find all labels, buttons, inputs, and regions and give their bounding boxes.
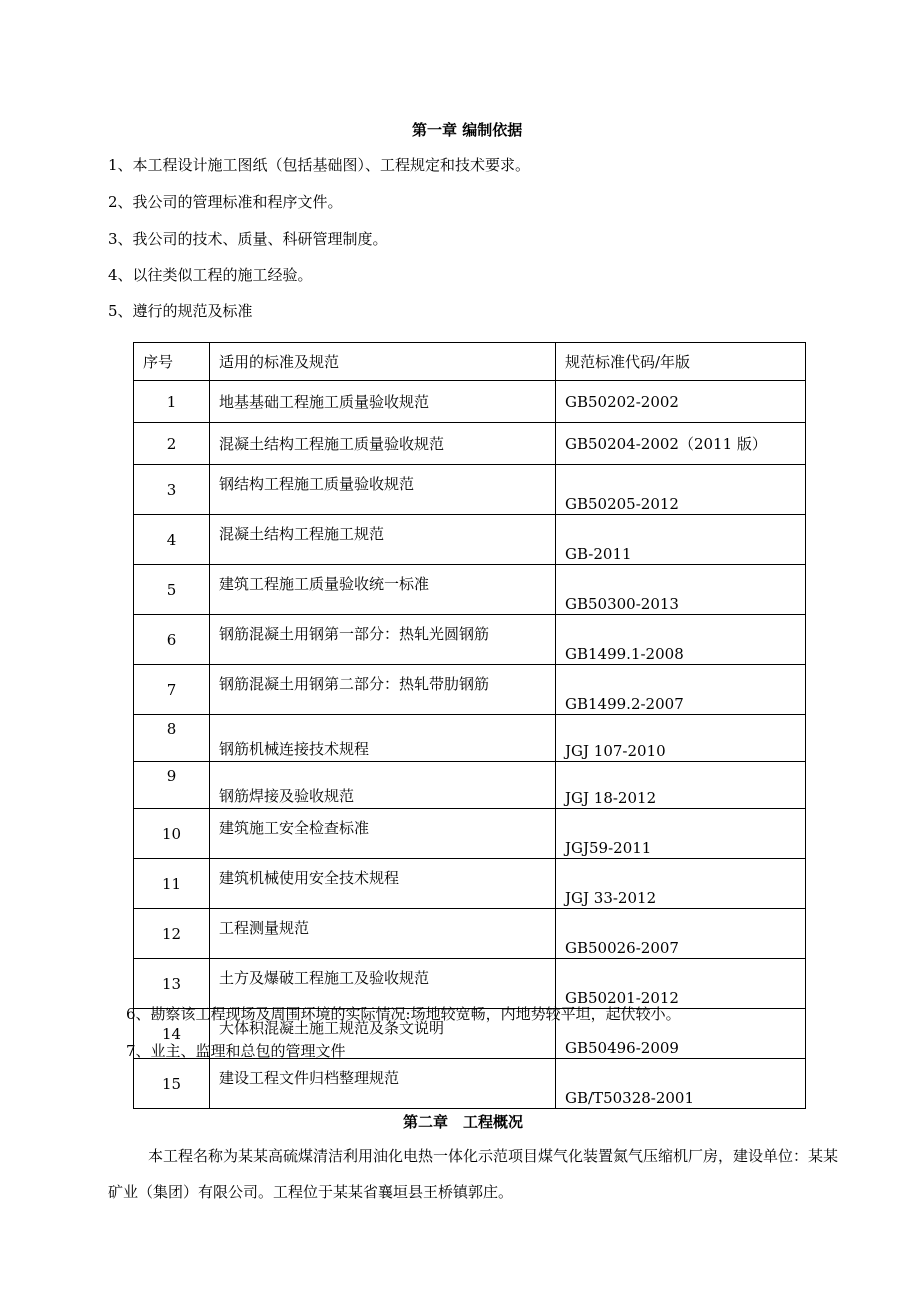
- table-row: [134, 565, 806, 615]
- row-no: 9: [134, 762, 210, 809]
- header-code: 规范标准代码/年版: [556, 343, 806, 381]
- table-row: [134, 423, 806, 465]
- table-header-row: [134, 343, 806, 381]
- row-code: GB50205-2012: [556, 465, 806, 515]
- row-no: 13: [134, 959, 210, 1009]
- row-code: GB-2011: [556, 515, 806, 565]
- table-row: [134, 515, 806, 565]
- row-standard: 建设工程文件归档整理规范: [210, 1059, 556, 1109]
- basis-item-5: 5、遵行的规范及标准: [108, 302, 253, 320]
- row-code: GB50201-2012: [556, 959, 806, 1009]
- row-no: 7: [134, 665, 210, 715]
- row-standard: 工程测量规范: [210, 909, 556, 959]
- row-standard: 混凝土结构工程施工质量验收规范: [210, 423, 556, 465]
- row-no: 8: [134, 715, 210, 762]
- table-row: [134, 615, 806, 665]
- basis-item-7: 7、业主、监理和总包的管理文件: [126, 1042, 346, 1060]
- basis-item-2: 2、我公司的管理标准和程序文件。: [108, 193, 343, 211]
- standards-table: [133, 342, 806, 1109]
- header-no: 序号: [134, 343, 210, 381]
- row-standard: 建筑机械使用安全技术规程: [210, 859, 556, 909]
- project-overview-paragraph: 本工程名称为某某高硫煤清洁利用油化电热一体化示范项目煤气化装置氮气压缩机厂房，建设单位：某某矿业（集团）有限公司。工程位于某某省襄垣县王桥镇郭庄。: [108, 1147, 839, 1201]
- row-code: JGJ 107-2010: [556, 715, 806, 762]
- row-standard: 土方及爆破工程施工及验收规范: [210, 959, 556, 1009]
- row-code: GB50300-2013: [556, 565, 806, 615]
- row-standard: 建筑工程施工质量验收统一标准: [210, 565, 556, 615]
- row-standard: 钢筋混凝土用钢第二部分：热轧带肋钢筋: [210, 665, 556, 715]
- row-code: GB50202-2002: [556, 381, 806, 423]
- table-row: [134, 809, 806, 859]
- table-row: [134, 909, 806, 959]
- row-no: 15: [134, 1059, 210, 1109]
- row-no: 6: [134, 615, 210, 665]
- row-no: 4: [134, 515, 210, 565]
- row-standard: 地基基础工程施工质量验收规范: [210, 381, 556, 423]
- table-row: [134, 715, 806, 762]
- row-code: GB50496-2009: [556, 1009, 806, 1059]
- row-code: JGJ59-2011: [556, 809, 806, 859]
- row-standard: 钢筋焊接及验收规范: [210, 762, 556, 809]
- row-standard: 大体积混凝土施工规范及条文说明: [210, 1009, 556, 1059]
- basis-item-4: 4、以往类似工程的施工经验。: [108, 266, 313, 284]
- row-no: 1: [134, 381, 210, 423]
- row-code: JGJ 33-2012: [556, 859, 806, 909]
- row-no: 11: [134, 859, 210, 909]
- table-row: [134, 1059, 806, 1109]
- row-standard: 建筑施工安全检查标准: [210, 809, 556, 859]
- row-code: GB50204-2002（2011 版）: [556, 423, 806, 465]
- row-no: 3: [134, 465, 210, 515]
- row-code: GB1499.2-2007: [556, 665, 806, 715]
- basis-item-3: 3、我公司的技术、质量、科研管理制度。: [108, 230, 388, 248]
- basis-item-1: 1、本工程设计施工图纸（包括基础图）、工程规定和技术要求。: [108, 156, 531, 174]
- row-standard: 钢筋混凝土用钢第一部分：热轧光圆钢筋: [210, 615, 556, 665]
- row-standard: 钢结构工程施工质量验收规范: [210, 465, 556, 515]
- table-row: [134, 665, 806, 715]
- row-code: GB/T50328-2001: [556, 1059, 806, 1109]
- table-row: [134, 762, 806, 809]
- chapter2-title: 第二章 工程概况: [403, 1113, 524, 1131]
- row-no: 2: [134, 423, 210, 465]
- row-no: 12: [134, 909, 210, 959]
- table-row: [134, 465, 806, 515]
- basis-item-6: 6、勘察该工程现场及周围环境的实际情况:场地较宽畅，内地势较平坦，起伏较小。: [126, 1005, 681, 1023]
- row-standard: 钢筋机械连接技术规程: [210, 715, 556, 762]
- row-code: JGJ 18-2012: [556, 762, 806, 809]
- row-standard: 混凝土结构工程施工规范: [210, 515, 556, 565]
- row-code: GB1499.1-2008: [556, 615, 806, 665]
- row-no: 5: [134, 565, 210, 615]
- table-row: [134, 859, 806, 909]
- row-no: 10: [134, 809, 210, 859]
- table-row: [134, 381, 806, 423]
- header-standard: 适用的标准及规范: [210, 343, 556, 381]
- row-no: 14: [134, 1009, 210, 1059]
- chapter1-title: 第一章 编制依据: [412, 121, 523, 139]
- row-code: GB50026-2007: [556, 909, 806, 959]
- table-row: [134, 959, 806, 1009]
